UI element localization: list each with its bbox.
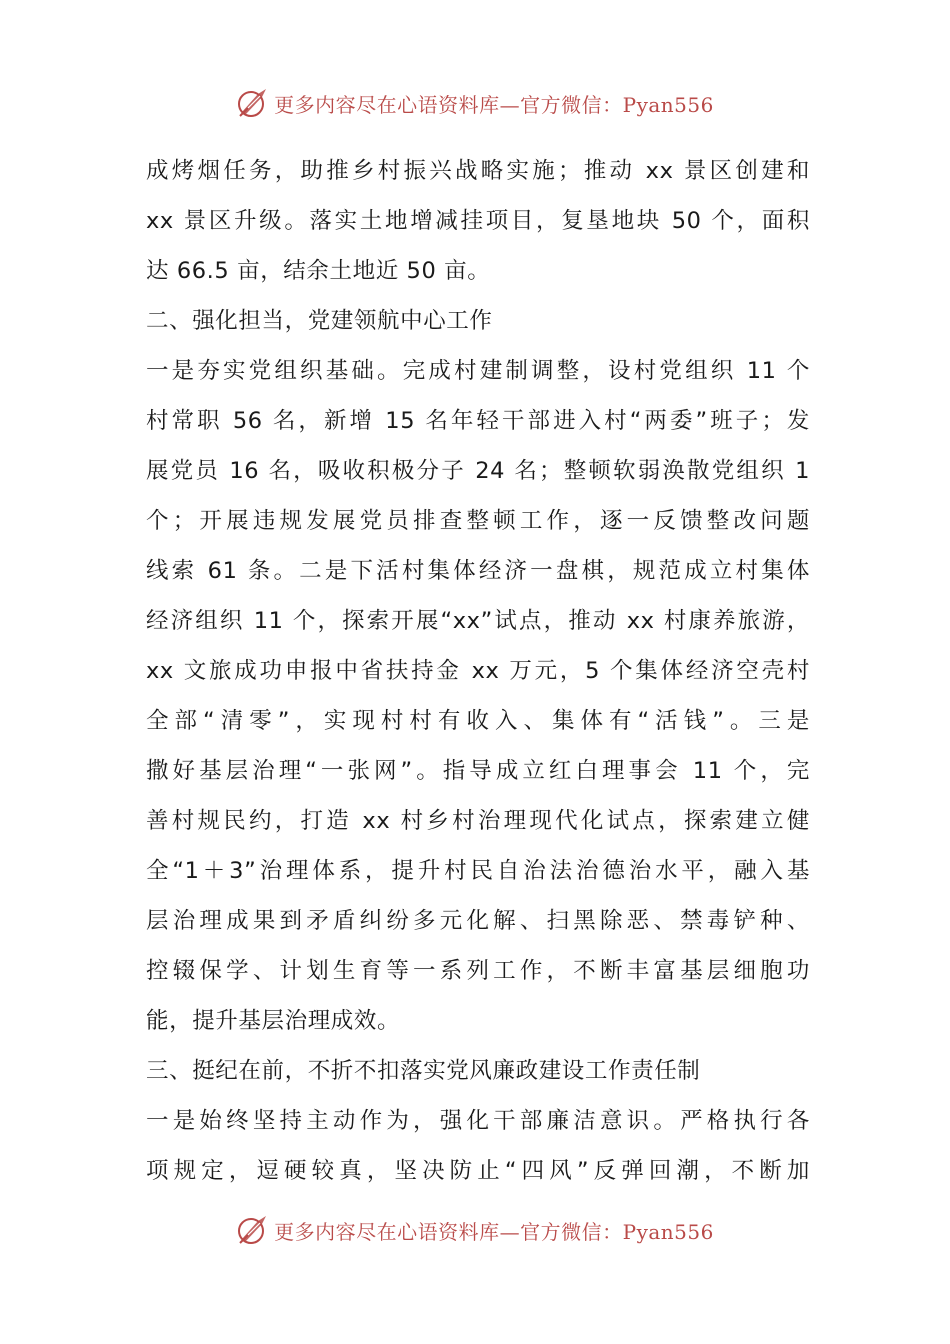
text-line: 层治理成果到矛盾纠纷多元化解、扫黑除恶、禁毒铲种、 [146, 908, 810, 934]
text-line: xx 文旅成功申报中省扶持金 xx 万元，5 个集体经济空壳村 [146, 658, 810, 684]
watermark-text: 更多内容尽在心语资料库—官方微信：Pyan556 [274, 92, 714, 117]
text-line: 善村规民约，打造 xx 村乡村治理现代化试点，探索建立健 [146, 808, 810, 834]
text-line: 成烤烟任务，助推乡村振兴战略实施；推动 xx 景区创建和 [146, 158, 810, 184]
watermark-text: 更多内容尽在心语资料库—官方微信：Pyan556 [274, 1219, 714, 1244]
text-line: 达 66.5 亩，结余土地近 50 亩。 [146, 258, 491, 284]
text-line: 撒好基层治理“一张网”。指导成立红白理事会 11 个，完 [146, 758, 810, 784]
text-line: 展党员 16 名，吸收积极分子 24 名；整顿软弱涣散党组织 1 [146, 458, 810, 484]
quill-logo-icon [236, 86, 270, 120]
text-line: 经济组织 11 个，探索开展“xx”试点，推动 xx 村康养旅游， [146, 608, 810, 634]
footer-watermark [0, 1210, 950, 1250]
text-line: 线索 61 条。二是下活村集体经济一盘棋，规范成立村集体 [146, 558, 810, 584]
text-line: 二、强化担当，党建领航中心工作 [146, 308, 493, 334]
text-line: 村常职 56 名，新增 15 名年轻干部进入村“两委”班子；发 [146, 408, 810, 434]
header-watermark [0, 83, 950, 123]
text-line: 能，提升基层治理成效。 [146, 1008, 401, 1034]
quill-logo-icon [236, 1213, 270, 1247]
text-line: 个；开展违规发展党员排查整顿工作，逐一反馈整改问题 [146, 508, 810, 534]
text-line: 全部“清零”，实现村村有收入、集体有“活钱”。三是 [146, 708, 810, 734]
text-line: 项规定，逗硬较真，坚决防止“四风”反弹回潮，不断加 [146, 1158, 810, 1184]
text-line: 一是夯实党组织基础。完成村建制调整，设村党组织 11 个 [146, 358, 810, 384]
text-line: 三、挺纪在前，不折不扣落实党风廉政建设工作责任制 [146, 1058, 701, 1084]
text-line: 一是始终坚持主动作为，强化干部廉洁意识。严格执行各 [146, 1108, 810, 1134]
text-line: xx 景区升级。落实土地增减挂项目，复垦地块 50 个，面积 [146, 208, 810, 234]
text-line: 全“1＋3”治理体系，提升村民自治法治德治水平，融入基 [146, 858, 810, 884]
text-line: 控辍保学、计划生育等一系列工作，不断丰富基层细胞功 [146, 958, 810, 984]
document-body [146, 146, 810, 1196]
